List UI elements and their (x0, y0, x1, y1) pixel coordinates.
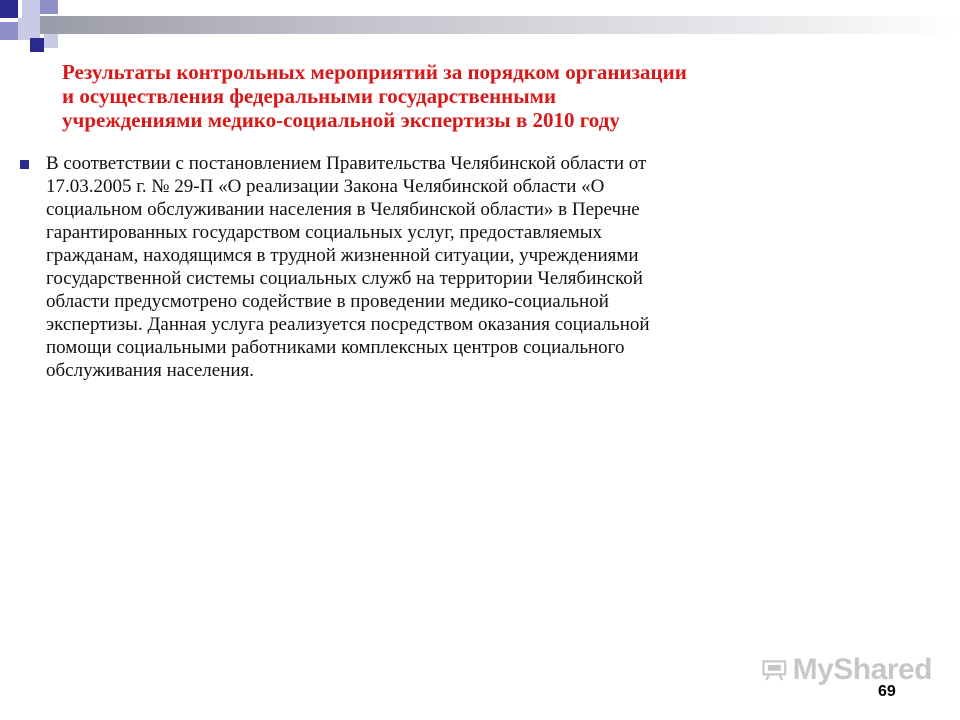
text-line: области предусмотрено содействие в проведении медико-социальной (46, 291, 609, 312)
deco-square (0, 22, 18, 40)
watermark-text: MyShared (792, 653, 932, 686)
deco-square (44, 34, 58, 48)
text-line: социальном обслуживании населения в Челябинской области» в Перечне (46, 199, 640, 220)
bullet-list (18, 152, 928, 382)
bullet-text (46, 152, 928, 382)
header-gradient-bar (40, 16, 960, 34)
text-line: обслуживания населения. (46, 360, 255, 381)
deco-square (40, 0, 58, 14)
text-line: гарантированных государством социальных услуг, предоставляемых (46, 222, 602, 243)
bullet-item (18, 152, 928, 382)
deco-square (0, 0, 18, 18)
title-line: и осуществления федеральными государственными (62, 84, 557, 108)
deco-square (30, 38, 44, 52)
presentation-board-icon (762, 655, 787, 685)
text-line: государственной системы социальных служб на территории Челябинской (46, 268, 643, 289)
text-line: 17.03.2005 г. № 29-П «О реализации Закона Челябинской области «О (46, 176, 605, 197)
watermark-logo (762, 652, 932, 688)
text-line: В соответствии с постановлением Правительства Челябинской области от (46, 153, 647, 174)
text-line: гражданам, находящимся в трудной жизненной ситуации, учреждениями (46, 245, 639, 266)
text-line: помощи социальными работниками комплексных центров социального (46, 337, 625, 358)
text-line: экспертизы. Данная услуга реализуется посредством оказания социальной (46, 314, 650, 335)
title-line: учреждениями медико-социальной экспертизы в 2010 году (62, 108, 620, 132)
title-line: Результаты контрольных мероприятий за порядком организации (62, 60, 687, 84)
deco-square (18, 18, 40, 40)
slide-title (62, 60, 922, 132)
square-bullet-icon (20, 160, 29, 169)
deco-square (22, 0, 40, 18)
page-number: 69 (878, 683, 896, 700)
